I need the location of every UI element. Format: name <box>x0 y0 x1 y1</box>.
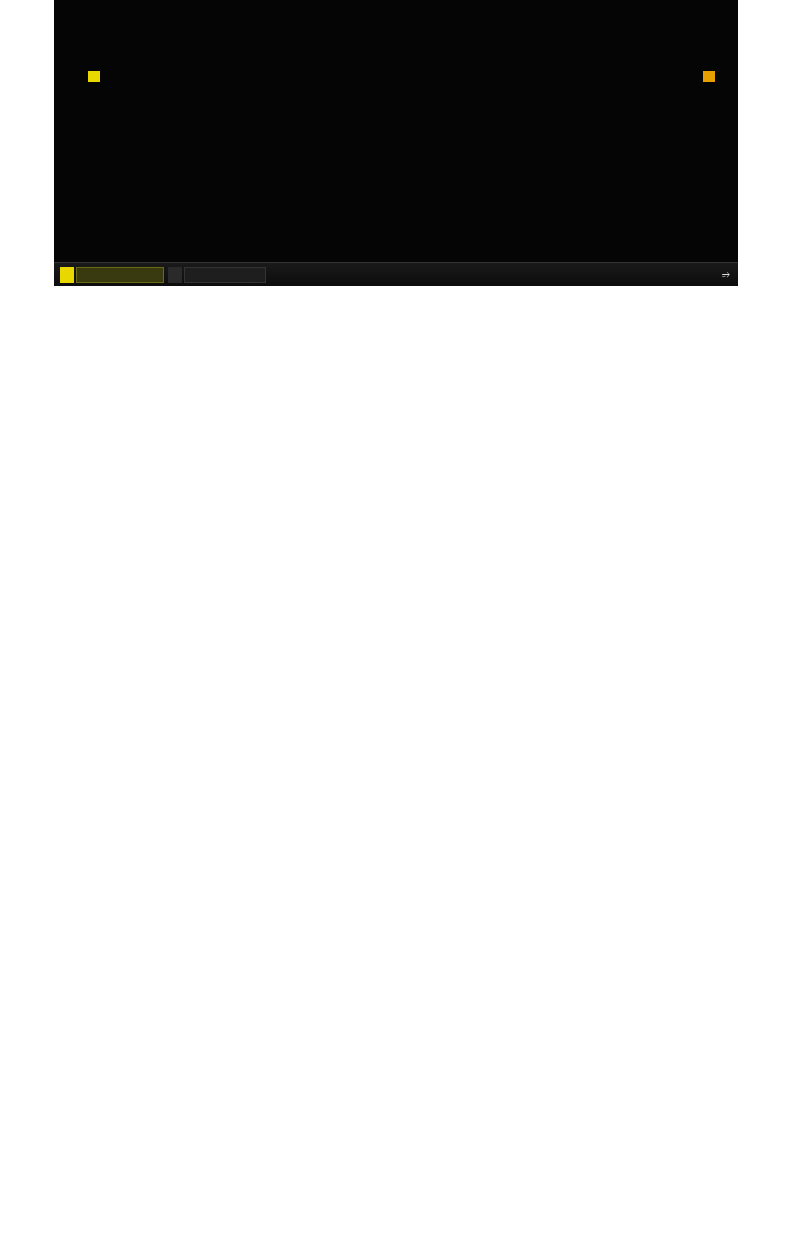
ch1-badge[interactable] <box>60 267 74 283</box>
ch1-ground-marker <box>88 71 100 82</box>
status-clock <box>722 267 730 283</box>
oscilloscope-screenshot <box>54 0 738 286</box>
trigger-marker <box>703 71 715 82</box>
usb-icon: ⭌ <box>722 269 730 280</box>
oscilloscope-display <box>54 0 738 262</box>
ch2-badge[interactable] <box>168 267 182 283</box>
ch1-scale[interactable] <box>76 267 164 283</box>
ch2-scale[interactable] <box>184 267 266 283</box>
scope-status-bar <box>54 262 738 286</box>
